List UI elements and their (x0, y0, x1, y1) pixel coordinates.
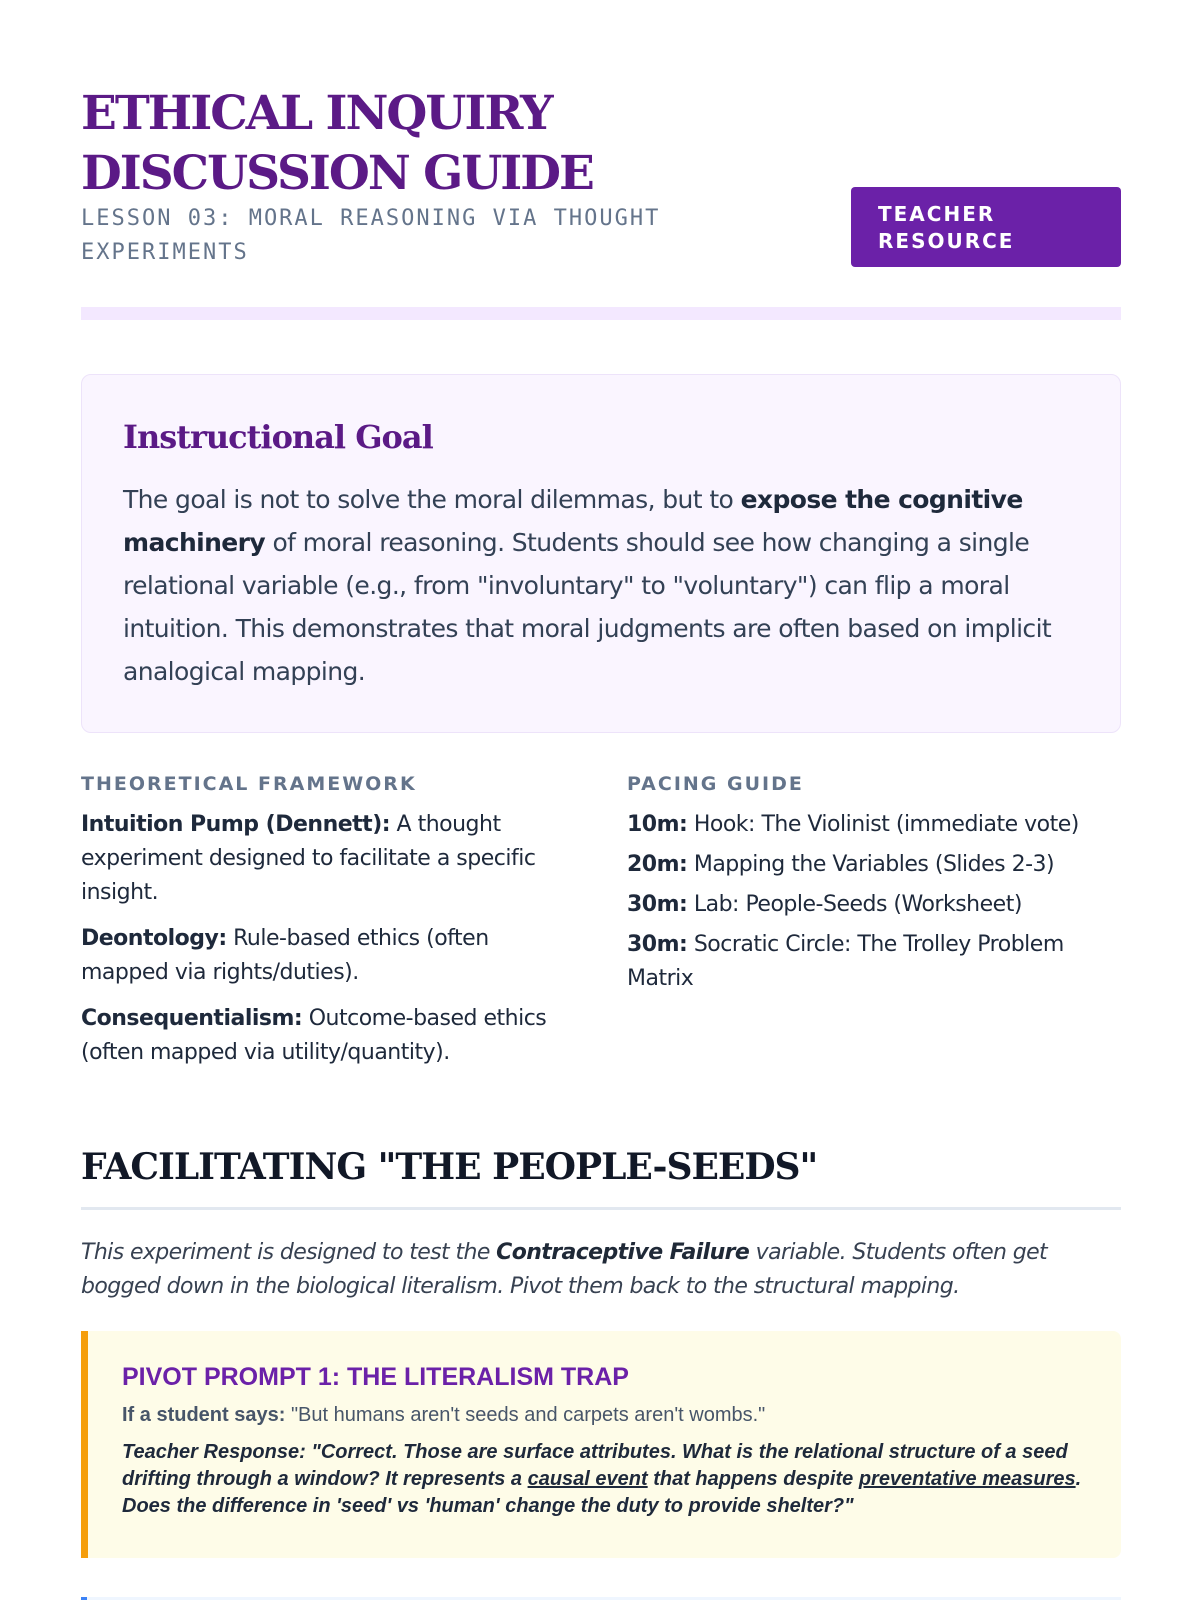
teacher-response-text: . Does the difference in 'seed' vs 'human' change the duty to provide shelter?" (122, 1468, 1082, 1517)
theoretical-framework (81, 772, 561, 1082)
teacher-resource-badge: TEACHER RESOURCE (851, 187, 1121, 267)
section-intro (81, 1236, 1121, 1304)
framework-heading: THEORETICAL FRAMEWORK (81, 773, 417, 795)
pacing-desc: Socratic Circle: The Trolley Problem Matrix (627, 932, 1064, 991)
instructional-goal-panel (81, 374, 1121, 733)
student-says-label: If a student says: (122, 1404, 286, 1426)
pacing-guide (627, 772, 1121, 1002)
goal-heading: Instructional Goal (123, 418, 433, 456)
pacing-time: 30m: (627, 932, 688, 957)
pacing-item (627, 848, 1121, 882)
student-says (122, 1401, 1087, 1429)
framework-desc: A thought experiment designed to facilitate a specific insight. (81, 812, 536, 905)
section-intro-emphasis: Contraceptive Failure (496, 1240, 750, 1265)
teacher-response-label: Teacher Response: (122, 1441, 306, 1463)
teacher-response-underline: preventative measures (858, 1468, 1076, 1490)
section-divider (81, 1207, 1121, 1210)
pacing-time: 30m: (627, 892, 688, 917)
guide-header (81, 0, 1121, 320)
header-divider (81, 307, 1121, 320)
framework-term: Deontology: (81, 926, 227, 951)
framework-desc: Rule-based ethics (often mapped via rights/duties). (81, 926, 489, 985)
framework-item (81, 1002, 561, 1070)
pacing-desc: Mapping the Variables (Slides 2-3) (687, 852, 1055, 877)
pacing-item (627, 888, 1121, 922)
pacing-heading: PACING GUIDE (627, 773, 804, 795)
discussion-guide-page (81, 0, 1121, 1517)
section-intro-rest: variable. Students often get bogged down in the biological literalism. Pivot them back to the structural mapping. (81, 1240, 1048, 1299)
goal-text-emphasis: expose the cognitive machinery (123, 485, 1023, 557)
goal-text-rest: of moral reasoning. Students should see how changing a single relational variable (e.g., from "involuntary" to "voluntary") can flip a moral intuition. This demonstrates that moral judgments are often based on implicit analogical mapping. (123, 528, 1052, 686)
pacing-item (627, 928, 1121, 996)
teacher-response-text: "Correct. Those are surface attributes. What is the relational structure of a seed drifting through a window? It represents a (122, 1441, 1068, 1490)
student-says-text: "But humans aren't seeds and carpets aren't wombs." (285, 1404, 766, 1426)
goal-text-intro: The goal is not to solve the moral dilemmas, but to (123, 485, 741, 514)
lesson-subtitle: LESSON 03: MORAL REASONING VIA THOUGHT EXPERIMENTS (81, 206, 661, 265)
teacher-response (122, 1439, 1087, 1520)
pacing-item (627, 808, 1121, 842)
page-title: ETHICAL INQUIRY DISCUSSION GUIDE (81, 86, 593, 201)
section-title: FACILITATING "THE PEOPLE-SEEDS" (81, 1146, 818, 1188)
framework-desc: Outcome-based ethics (often mapped via utility/quantity). (81, 1006, 547, 1065)
goal-text (123, 478, 1080, 693)
framework-term: Consequentialism: (81, 1006, 303, 1031)
pivot-prompt-callout (81, 1331, 1121, 1558)
teacher-response-underline: causal event (527, 1468, 648, 1490)
pacing-time: 10m: (627, 812, 688, 837)
section-intro-start: This experiment is designed to test the (81, 1240, 497, 1265)
pacing-desc: Lab: People-Seeds (Worksheet) (687, 892, 1022, 917)
pacing-desc: Hook: The Violinist (immediate vote) (687, 812, 1079, 837)
framework-term: Intuition Pump (Dennett): (81, 812, 391, 837)
teacher-response-text: that happens despite (647, 1468, 859, 1490)
framework-item (81, 808, 561, 910)
pivot-title: PIVOT PROMPT 1: THE LITERALISM TRAP (122, 1363, 629, 1391)
framework-item (81, 922, 561, 990)
pacing-time: 20m: (627, 852, 688, 877)
